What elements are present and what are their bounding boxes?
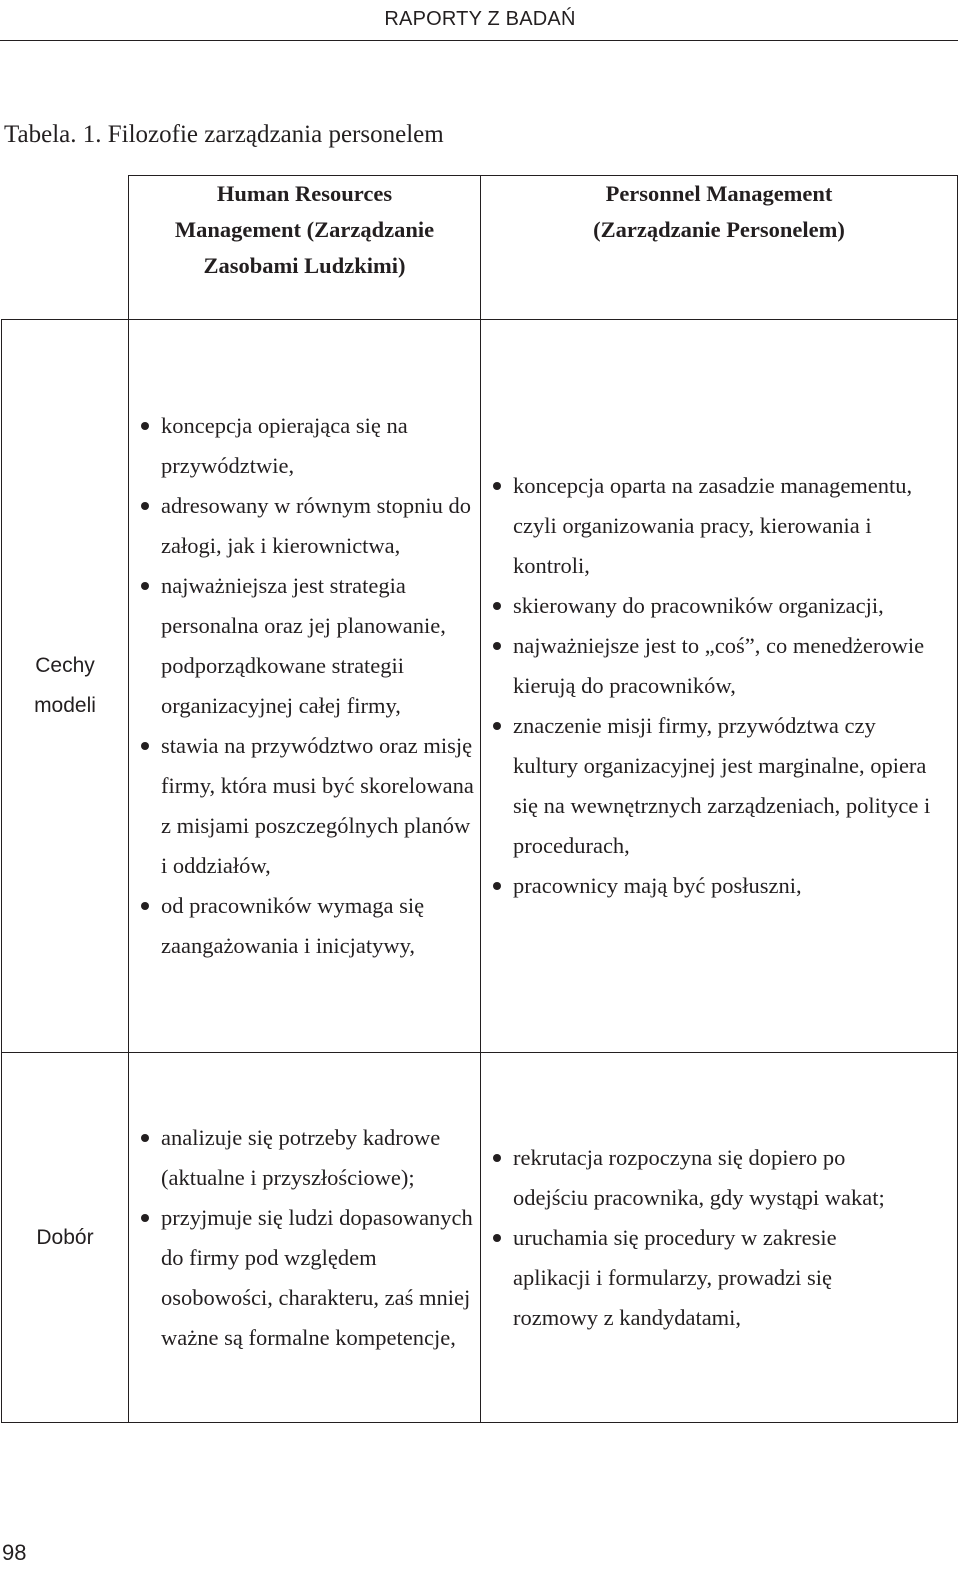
header-pm: Personnel Management (Zarządzanie Personelem): [481, 176, 958, 320]
row-label-dobor: Dobór: [2, 1053, 129, 1423]
pm-cechy-list: [481, 466, 957, 906]
header-hrm: Human Resources Management (Zarządzanie Zasobami Ludzkimi): [129, 176, 481, 320]
list-item: koncepcja opierająca się na przywództwie,: [161, 406, 476, 486]
list-item: adresowany w równym stopniu do załogi, jak i kierownictwa,: [161, 486, 476, 566]
table-row: [2, 1053, 958, 1423]
list-item: znaczenie misji firmy, przywództwa czy kultury organizacyjnej jest marginalne, opiera się na wewnętrznych zarządzeniach, polityce i procedurach,: [513, 706, 941, 866]
list-item: uruchamia się procedury w zakresie aplikacji i formularzy, prowadzi się rozmowy z kandydatami,: [513, 1218, 917, 1338]
list-item: skierowany do pracowników organizacji,: [513, 586, 941, 626]
list-item: przyjmuje się ludzi dopasowanych do firmy pod względem osobowości, charakteru, zaś mniej ważne są formalne kompetencje,: [161, 1198, 476, 1358]
cell-hrm-dobor: [129, 1053, 481, 1423]
running-head: RAPORTY Z BADAŃ: [384, 8, 576, 30]
hrm-cechy-list: [129, 406, 480, 966]
header-row: [2, 176, 958, 320]
row-label-cechy-modeli: Cechy modeli: [2, 320, 129, 1053]
pm-dobor-list: [481, 1138, 957, 1338]
page-number: 98: [2, 1540, 27, 1565]
list-item: koncepcja oparta na zasadzie managementu, czyli organizowania pracy, kierowania i kontroli,: [513, 466, 941, 586]
list-item: od pracowników wymaga się zaangażowania i inicjatywy,: [161, 886, 476, 966]
list-item: analizuje się potrzeby kadrowe (aktualne i przyszłościowe);: [161, 1118, 476, 1198]
comparison-table: [1, 175, 958, 1423]
header-rule: [0, 40, 958, 41]
corner-cell: [2, 176, 129, 320]
list-item: stawia na przywództwo oraz misję firmy, która musi być skorelowana z misjami poszczególnych planów i oddziałów,: [161, 726, 476, 886]
cell-pm-cechy: [481, 320, 958, 1053]
table-caption: Tabela. 1. Filozofie zarządzania personelem: [4, 121, 444, 148]
list-item: najważniejsze jest to „coś”, co menedżerowie kierują do pracowników,: [513, 626, 941, 706]
list-item: najważniejsza jest strategia personalna oraz jej planowanie, podporządkowane strategii organizacyjnej całej firmy,: [161, 566, 476, 726]
cell-hrm-cechy: [129, 320, 481, 1053]
list-item: rekrutacja rozpoczyna się dopiero po odejściu pracownika, gdy wystąpi wakat;: [513, 1138, 917, 1218]
table-row: [2, 320, 958, 1053]
hrm-dobor-list: [129, 1118, 480, 1358]
cell-pm-dobor: [481, 1053, 958, 1423]
list-item: pracownicy mają być posłuszni,: [513, 866, 941, 906]
